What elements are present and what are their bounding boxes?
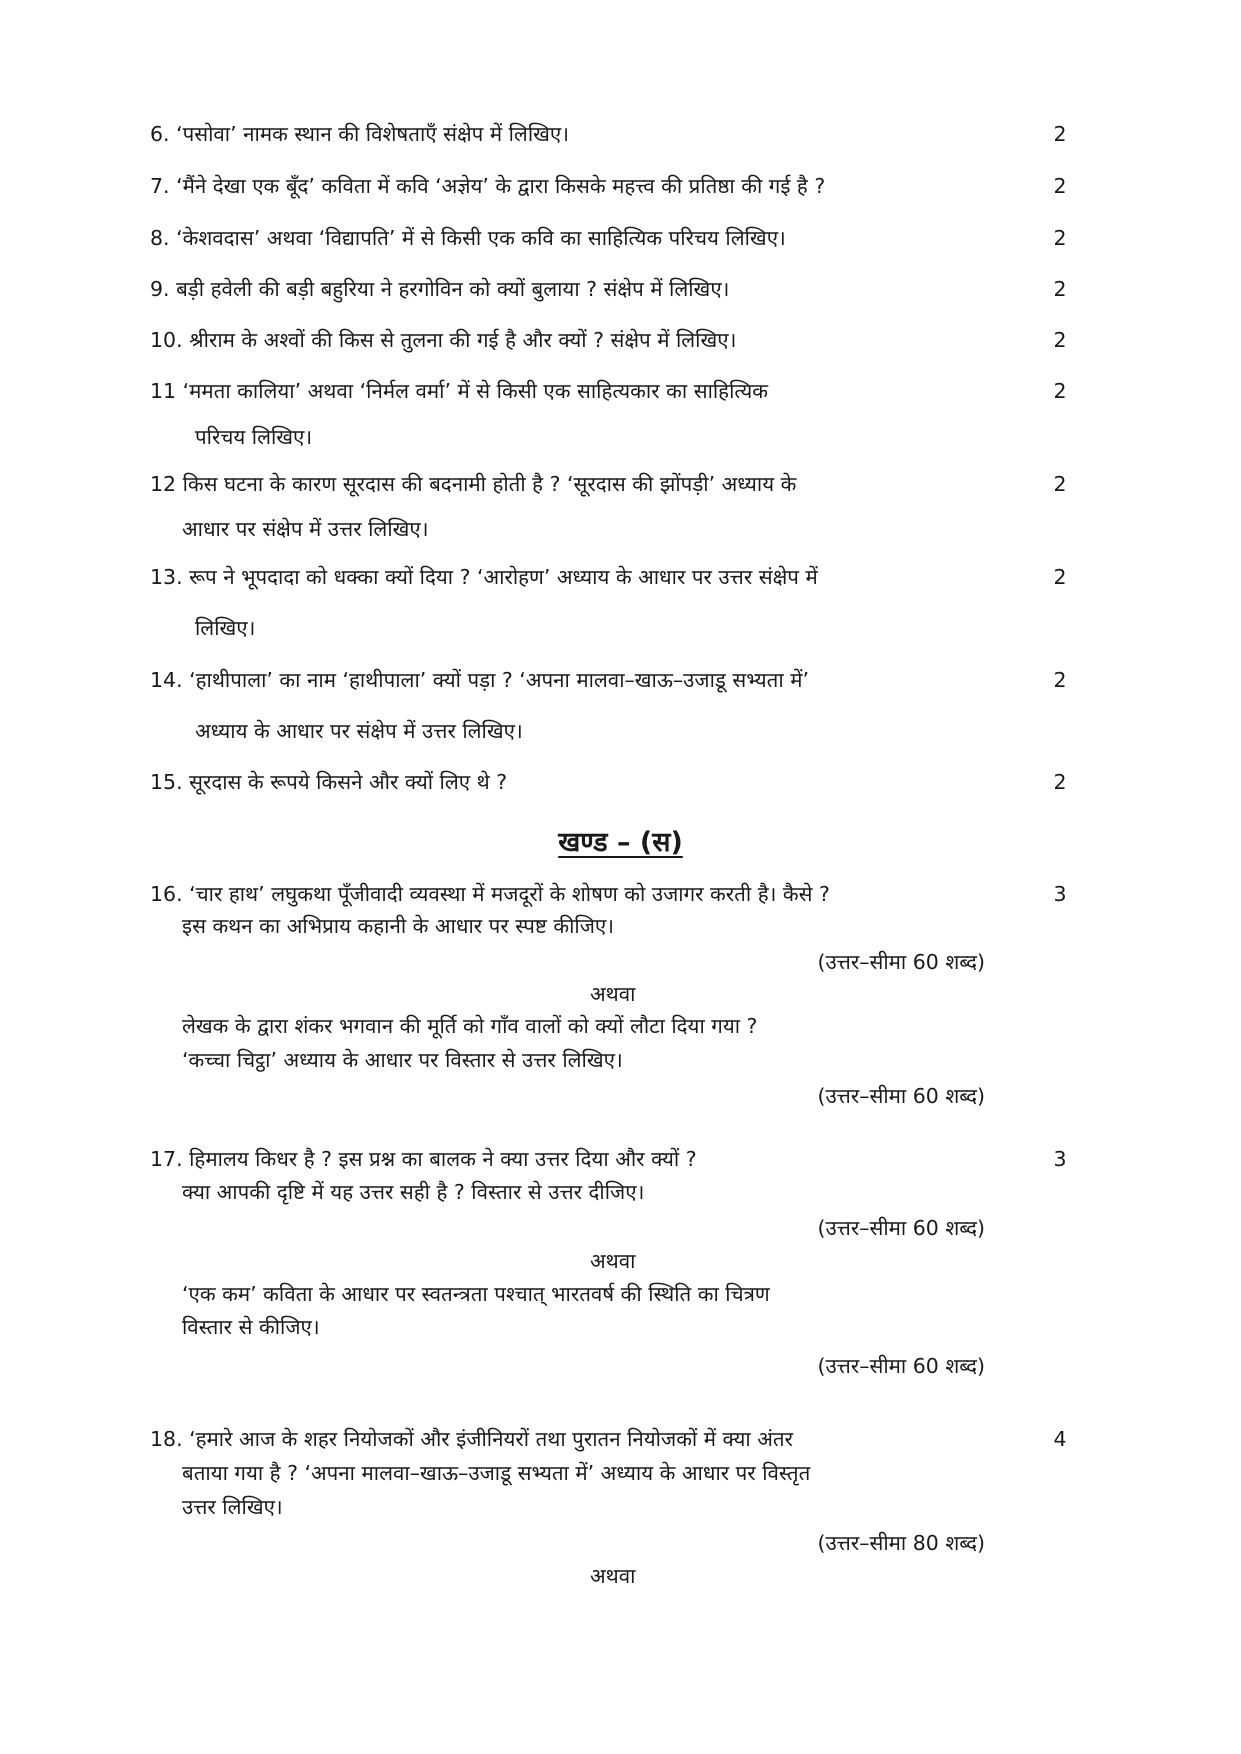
- question-7-marks: 2: [1053, 174, 1067, 198]
- question-17-alt: ‘एक कम’ कविता के आधार पर स्वतन्त्रता पश्चात् भारतवर्ष की स्थिति का चित्रण: [182, 1282, 770, 1306]
- word-limit: (उत्तर–सीमा 80 शब्द): [817, 1531, 985, 1555]
- or-separator: अथवा: [590, 1249, 636, 1273]
- question-7: 7. ‘मैंने देखा एक बूँद’ कविता में कवि ‘अज्ञेय’ के द्वारा किसके महत्त्व की प्रतिष्ठा की गई है ?: [150, 174, 826, 198]
- or-separator: अथवा: [590, 1564, 636, 1588]
- question-13: 13. रूप ने भूपदादा को धक्का क्यों दिया ? ‘आरोहण’ अध्याय के आधार पर उत्तर संक्षेप में: [150, 565, 818, 589]
- question-10-marks: 2: [1053, 328, 1067, 352]
- question-6: 6. ‘पसोवा’ नामक स्थान की विशेषताएँ संक्षेप में लिखिए।: [150, 122, 570, 146]
- question-14: 14. ‘हाथीपाला’ का नाम ‘हाथीपाला’ क्यों पड़ा ? ‘अपना मालवा–खाऊ–उजाडू सभ्यता में’: [150, 668, 809, 692]
- question-11-cont: परिचय लिखिए।: [195, 425, 313, 449]
- word-limit: (उत्तर–सीमा 60 शब्द): [817, 1216, 985, 1240]
- question-11-marks: 2: [1053, 379, 1067, 403]
- question-15: 15. सूरदास के रूपये किसने और क्यों लिए थे ?: [150, 770, 508, 794]
- question-10: 10. श्रीराम के अश्वों की किस से तुलना की गई है और क्यों ? संक्षेप में लिखिए।: [150, 328, 737, 352]
- question-16: 16. ‘चार हाथ’ लघुकथा पूँजीवादी व्यवस्था में मजदूरों के शोषण को उजागर करती है। कैसे ?: [150, 882, 830, 906]
- question-16-marks: 3: [1053, 882, 1067, 906]
- question-18-marks: 4: [1053, 1427, 1067, 1451]
- question-16-cont: इस कथन का अभिप्राय कहानी के आधार पर स्पष्ट कीजिए।: [182, 914, 615, 938]
- question-8: 8. ‘केशवदास’ अथवा ‘विद्यापति’ में से किसी एक कवि का साहित्यिक परिचय लिखिए।: [150, 226, 786, 250]
- or-separator: अथवा: [590, 982, 636, 1006]
- question-17-alt-cont: विस्तार से कीजिए।: [182, 1315, 320, 1339]
- question-15-marks: 2: [1053, 770, 1067, 794]
- question-12-cont: आधार पर संक्षेप में उत्तर लिखिए।: [182, 517, 429, 541]
- question-13-marks: 2: [1053, 565, 1067, 589]
- question-16-alt-cont: ‘कच्चा चिट्ठा’ अध्याय के आधार पर विस्तार से उत्तर लिखिए।: [182, 1048, 623, 1072]
- question-18: 18. ‘हमारे आज के शहर नियोजकों और इंजीनियरों तथा पुरातन नियोजकों में क्या अंतर: [150, 1427, 793, 1451]
- question-13-cont: लिखिए।: [195, 616, 256, 640]
- word-limit: (उत्तर–सीमा 60 शब्द): [817, 950, 985, 974]
- question-14-marks: 2: [1053, 668, 1067, 692]
- question-9-marks: 2: [1053, 277, 1067, 301]
- question-6-marks: 2: [1053, 122, 1067, 146]
- question-14-cont: अध्याय के आधार पर संक्षेप में उत्तर लिखिए।: [195, 719, 523, 743]
- word-limit: (उत्तर–सीमा 60 शब्द): [817, 1354, 985, 1378]
- section-heading: खण्ड – (स): [558, 827, 683, 858]
- question-17-marks: 3: [1053, 1147, 1067, 1171]
- question-8-marks: 2: [1053, 226, 1067, 250]
- question-12: 12 किस घटना के कारण सूरदास की बदनामी होती है ? ‘सूरदास की झोंपड़ी’ अध्याय के: [150, 472, 797, 496]
- question-9: 9. बड़ी हवेली की बड़ी बहुरिया ने हरगोविन को क्यों बुलाया ? संक्षेप में लिखिए।: [150, 277, 730, 301]
- question-18-cont: बताया गया है ? ‘अपना मालवा–खाऊ–उजाडू सभ्यता में’ अध्याय के आधार पर विस्तृत: [182, 1461, 811, 1485]
- word-limit: (उत्तर–सीमा 60 शब्द): [817, 1084, 985, 1108]
- question-16-alt: लेखक के द्वारा शंकर भगवान की मूर्ति को गाँव वालों को क्यों लौटा दिया गया ?: [182, 1014, 758, 1038]
- question-12-marks: 2: [1053, 472, 1067, 496]
- question-18-cont-2: उत्तर लिखिए।: [182, 1495, 283, 1519]
- question-17-cont: क्या आपकी दृष्टि में यह उत्तर सही है ? विस्तार से उत्तर दीजिए।: [182, 1180, 645, 1204]
- question-11: 11 ‘ममता कालिया’ अथवा ‘निर्मल वर्मा’ में से किसी एक साहित्यकार का साहित्यिक: [150, 379, 768, 403]
- question-17: 17. हिमालय किधर है ? इस प्रश्न का बालक ने क्या उत्तर दिया और क्यों ?: [150, 1147, 697, 1171]
